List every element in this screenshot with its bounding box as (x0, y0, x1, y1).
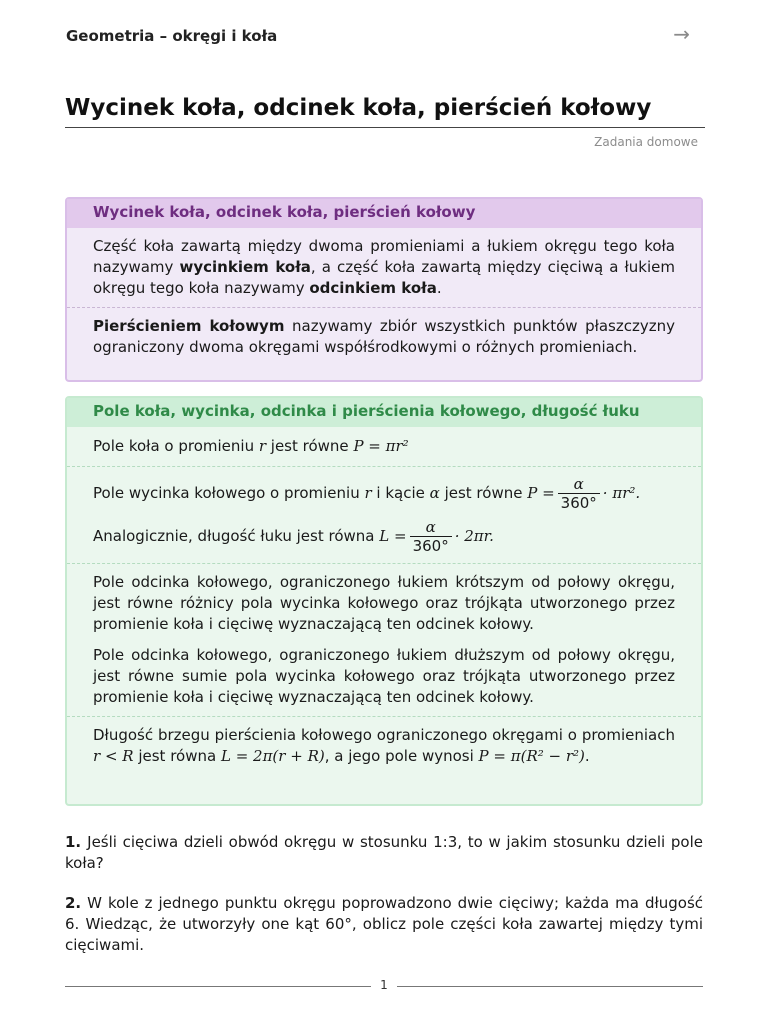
definition-paragraph-1 (93, 236, 675, 299)
fraction-numerator: α (558, 475, 600, 494)
text-run: Długość brzegu pierścienia kołowego ograniczonego okręgami o promieniach (93, 726, 675, 744)
text-run: , a część koła zawartą między cięciwą a łukiem okręgu tego koła nazywamy (93, 258, 675, 297)
annulus-section (67, 716, 701, 775)
formula-circle-area: P = πr² (353, 437, 409, 455)
var-alpha: α (429, 484, 440, 502)
text-run: jest równe (439, 484, 528, 502)
text-run: jest równe (266, 437, 354, 455)
page-footer (65, 978, 703, 992)
circle-area-text (93, 436, 675, 457)
page-number: 1 (380, 978, 388, 992)
term-sector: wycinkiem koła (179, 258, 311, 276)
definition-annulus (67, 307, 701, 366)
exercise-text: W kole z jednego punktu okręgu poprowadzono dwie cięciwy; każda ma długość 6. Wiedząc, że utworzyły one kąt 60°, oblicz pole części koła zawartej między tymi cięciwami. (65, 894, 703, 954)
definition-box-heading: Wycinek koła, odcinek koła, pierścień kołowy (67, 199, 701, 228)
page-title: Wycinek koła, odcinek koła, pierścień kołowy (65, 95, 705, 128)
theorem-box-heading: Pole koła, wycinka, odcinka i pierścienia kołowego, długość łuku (67, 398, 701, 427)
theorem-box (65, 396, 703, 806)
text-run: Analogicznie, długość łuku jest równa (93, 527, 380, 545)
definition-paragraph-2 (93, 316, 675, 358)
page-subtitle: Zadania domowe (594, 135, 698, 149)
arc-length-text (93, 518, 675, 555)
formula-annulus-length: L = 2π(r + R) (220, 747, 325, 765)
text-run: . (436, 279, 442, 297)
fraction-denominator: 360° (412, 537, 449, 555)
definition-box (65, 197, 703, 382)
sector-area-text (93, 475, 675, 512)
formula-rhs: · 2πr. (454, 527, 494, 545)
text-run: nazywamy zbiór wszystkich punktów płaszczyzny ograniczony dwoma okręgami współśrodkowymi o różnych promieniach. (93, 317, 675, 356)
segment-long-arc-text: Pole odcinka kołowego, ograniczonego łukiem dłuższym od połowy okręgu, jest równe sumie pola wycinka kołowego oraz trójkąta utworzonego przez promienie koła i cięciwę wyznaczającą ten odcinek kołowy. (93, 646, 675, 706)
formula-lhs: L = (379, 527, 407, 545)
annulus-text (93, 725, 675, 767)
exercise-text: Jeśli cięciwa dzieli obwód okręgu w stosunku 1:3, to w jakim stosunku dzieli pole koła? (65, 833, 703, 872)
segment-short-arc-text: Pole odcinka kołowego, ograniczonego łukiem krótszym od połowy okręgu, jest równe różnicy pola wycinka kołowego oraz trójkąta utworzonego przez promienie koła i cięciwę wyznaczającą ten odcinek kołowy. (93, 573, 675, 633)
text-run: . (584, 747, 590, 765)
fraction (558, 475, 600, 512)
formula-rhs: · πr². (602, 484, 641, 502)
circle-area-section (67, 427, 701, 466)
exercise-number: 2. (65, 894, 82, 912)
fraction (410, 518, 452, 555)
var-r: r (258, 437, 267, 455)
term-segment: odcinkiem koła (309, 279, 437, 297)
sector-section (67, 466, 701, 563)
exercise-number: 1. (65, 833, 82, 851)
text-run: Pole koła o promieniu (93, 437, 259, 455)
fraction-numerator: α (410, 518, 452, 537)
section-title: Geometria – okręgi i koła (66, 27, 278, 45)
exercise-1 (65, 832, 703, 874)
segment-section (67, 563, 701, 716)
running-header (66, 22, 690, 48)
text-run: Część koła zawartą między dwoma promieniami a łukiem okręgu tego koła nazywamy (93, 237, 675, 276)
var-r: r (364, 484, 372, 502)
fraction-denominator: 360° (560, 494, 597, 512)
exercise-2 (65, 893, 703, 956)
next-arrow-icon[interactable]: → (673, 22, 690, 46)
text-run: Pole wycinka kołowego o promieniu (93, 484, 365, 502)
text-run: , a jego pole wynosi (324, 747, 479, 765)
term-annulus: Pierścieniem kołowym (93, 317, 285, 335)
footer-rule-right (397, 986, 703, 987)
text-run: jest równa (133, 747, 221, 765)
formula-condition: r < R (93, 747, 134, 765)
text-run: i kącie (371, 484, 430, 502)
definition-sector-segment (67, 228, 701, 307)
formula-annulus-area: P = π(R² − r²) (478, 747, 585, 765)
formula-lhs: P = (527, 484, 555, 502)
